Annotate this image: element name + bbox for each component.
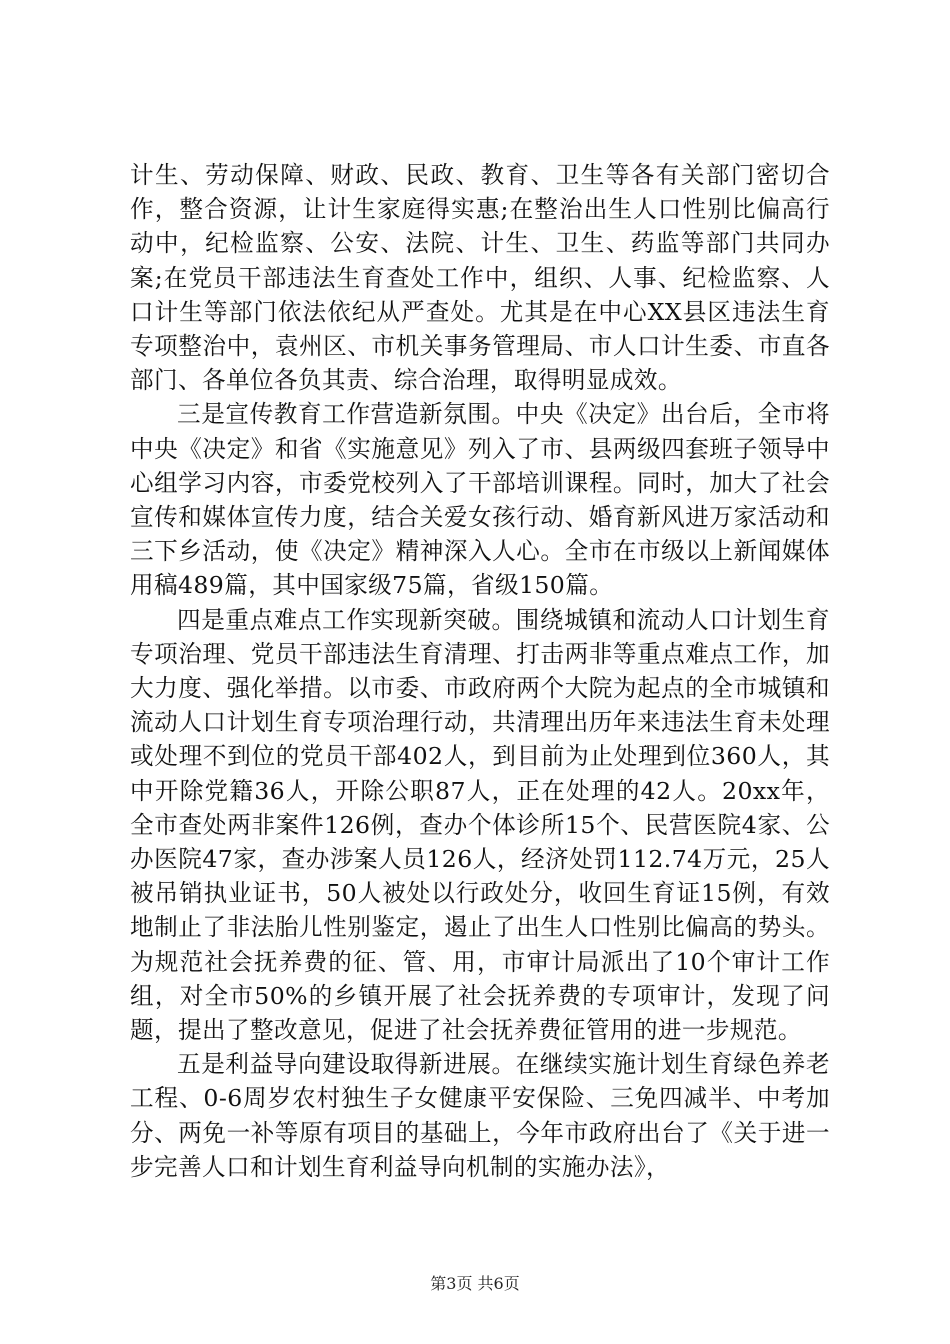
paragraph-4: 五是利益导向建设取得新进展。在继续实施计划生育绿色养老工程、0-6周岁农村独生子女健康平安保险、三免四减半、中考加分、两免一补等原有项目的基础上，今年市政府出台了《关于进一步完善人口和计划生育利益导向机制的实施办法》， — [130, 1050, 830, 1181]
paragraph-3: 四是重点难点工作实现新突破。围绕城镇和流动人口计划生育专项治理、党员干部违法生育清理、打击两非等重点难点工作，加大力度、强化举措。以市委、市政府两个大院为起点的全市城镇和流动人口计划生育专项治理行动，共清理出历年来违法生育未处理或处理不到位的党员干部402人，到目前为止处理到位360人，其中开除党籍36人，开除公职87人，正在处理的42人。20xx年，全市查处两非案件126例，查办个体诊所15个、民营医院4家、公办医院47家，查办涉案人员126人，经济处罚112.74万元，25人被吊销执业证书，50人被处以行政处分，收回生育证15例，有效地制止了非法胎儿性别鉴定，遏止了出生人口性别比偏高的势头。为规范社会抚养费的征、管、用，市审计局派出了10个审计工作组，对全市50%的乡镇开展了社会抚养费的专项审计，发现了问题，提出了整改意见，促进了社会抚养费征管用的进一步规范。 — [130, 605, 830, 1045]
paragraph-2: 三是宣传教育工作营造新氛围。中央《决定》出台后，全市将中央《决定》和省《实施意见》列入了市、县两级四套班子领导中心组学习内容，市委党校列入了干部培训课程。同时，加大了社会宣传和媒体宣传力度，结合关爱女孩行动、婚育新风进万家活动和三下乡活动，使《决定》精神深入人心。全市在市级以上新闻媒体用稿489篇，其中国家级75篇，省级150篇。 — [130, 400, 830, 600]
page-number-footer: 第3页 共6页 — [430, 1274, 520, 1293]
document-body — [130, 158, 830, 1184]
paragraph-1: 计生、劳动保障、财政、民政、教育、卫生等各有关部门密切合作，整合资源，让计生家庭得实惠;在整治出生人口性别比偏高行动中，纪检监察、公安、法院、计生、卫生、药监等部门共同办案;在党员干部违法生育查处工作中，组织、人事、纪检监察、人口计生等部门依法依纪从严查处。尤其是在中心XX县区违法生育专项整治中，袁州区、市机关事务管理局、市人口计生委、市直各部门、各单位各负其责、综合治理，取得明显成效。 — [130, 161, 830, 395]
